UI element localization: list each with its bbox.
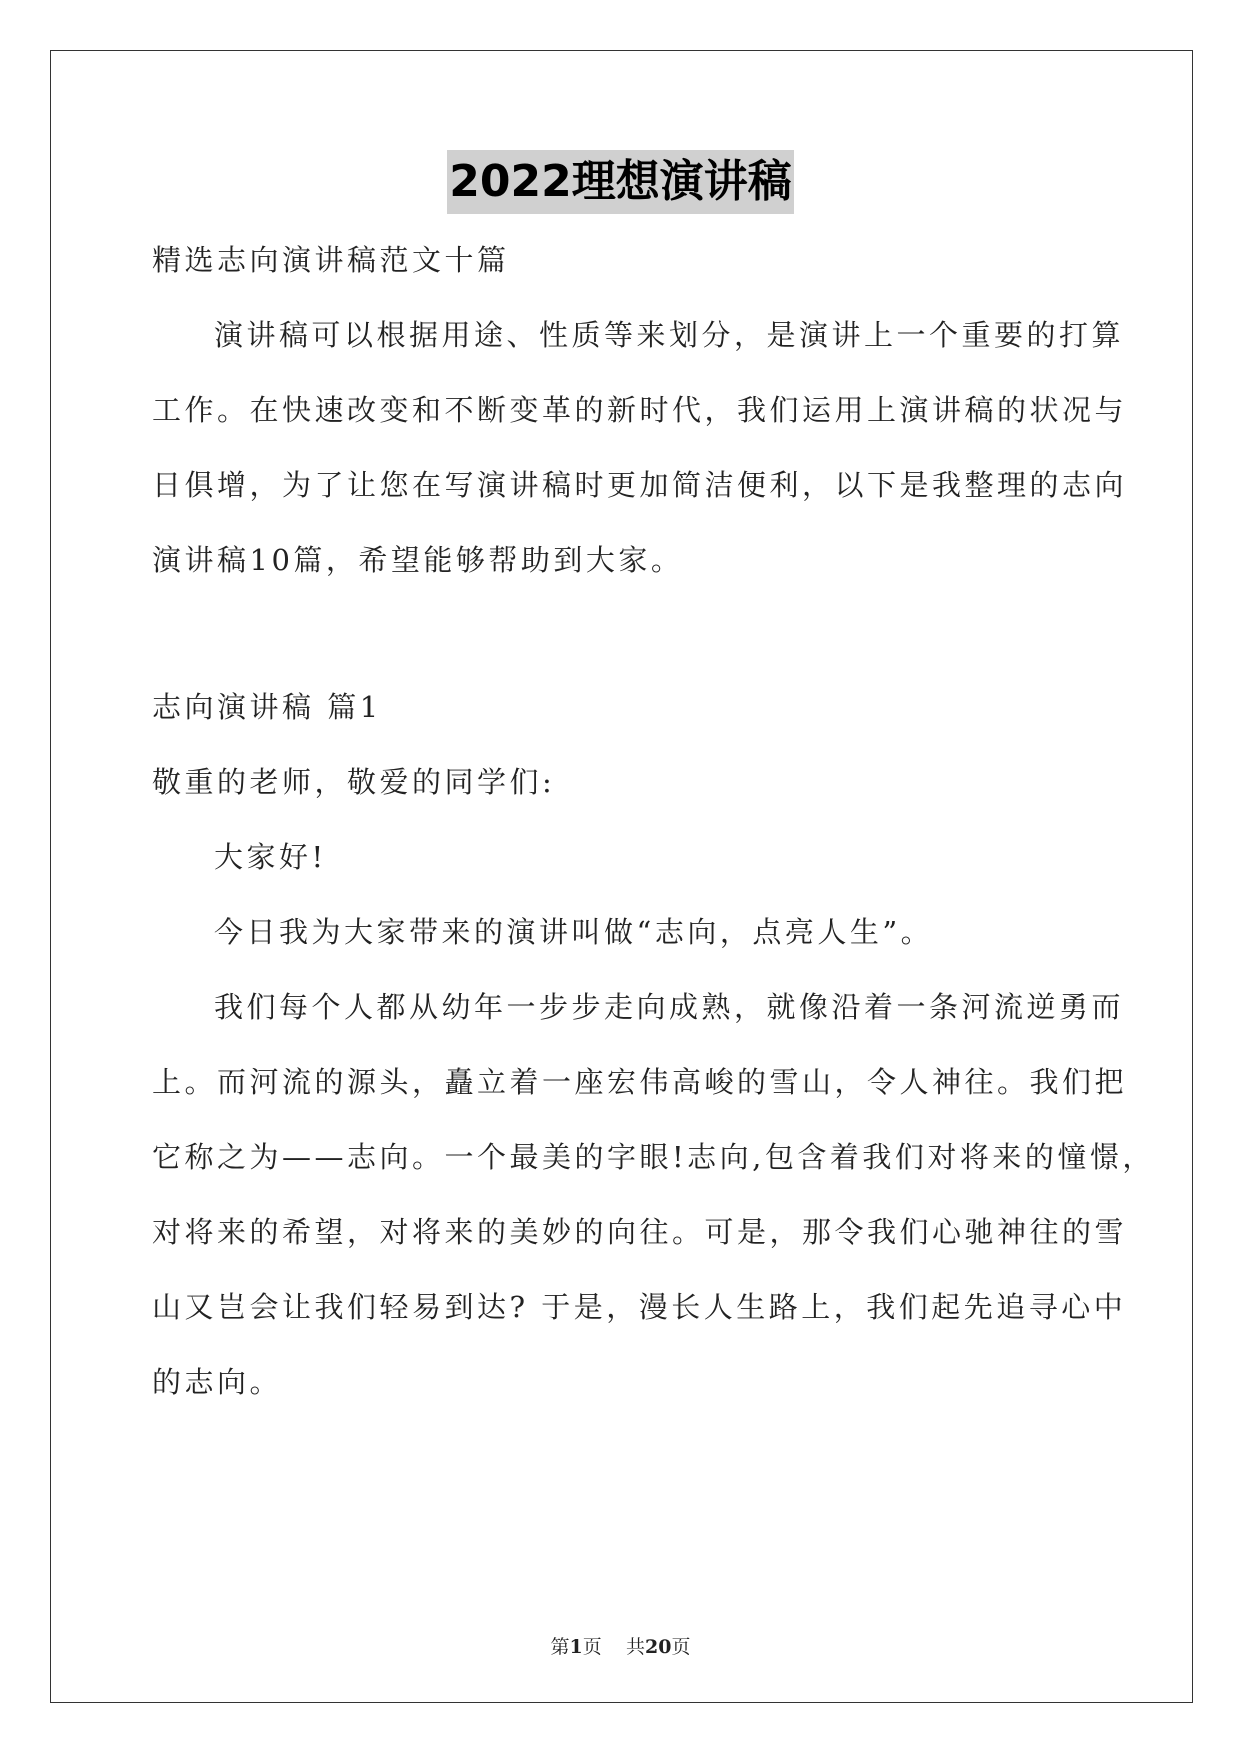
document-title: 2022理想演讲稿: [447, 150, 793, 214]
subtitle-line: 精选志向演讲稿范文十篇: [152, 243, 510, 277]
page-suffix: 页: [582, 1636, 602, 1658]
paragraph-line: 工作。在快速改变和不断变革的新时代，我们运用上演讲稿的状况与: [152, 393, 1128, 427]
paragraph-line: 日俱增，为了让您在写演讲稿时更加简洁便利，以下是我整理的志向: [152, 468, 1128, 502]
paragraph-line: 对将来的希望，对将来的美妙的向往。可是，那令我们心驰神往的雪: [152, 1215, 1128, 1249]
paragraph-line: 山又岂会让我们轻易到达? 于是，漫长人生路上，我们起先追寻心中: [152, 1290, 1127, 1324]
total-suffix: 页: [671, 1636, 691, 1658]
page-footer: [0, 1632, 1241, 1659]
paragraph-line: 演讲稿10篇，希望能够帮助到大家。: [152, 543, 684, 577]
paragraph-line: 它称之为——志向。一个最美的字眼!志向,包含着我们对将来的憧憬，: [152, 1140, 1155, 1174]
greeting-line: 大家好!: [214, 840, 327, 874]
paragraph-line: 上。而河流的源头，矗立着一座宏伟高峻的雪山，令人神往。我们把: [152, 1065, 1128, 1099]
page-prefix: 第: [550, 1636, 570, 1658]
page-border: [50, 50, 1193, 1703]
total-pages: 20: [644, 1636, 672, 1658]
paragraph-line: 演讲稿可以根据用途、性质等来划分，是演讲上一个重要的打算: [214, 318, 1125, 352]
page-number: 1: [569, 1636, 583, 1658]
total-prefix: 共: [625, 1636, 645, 1658]
title-container: [0, 150, 1241, 214]
paragraph-line: 我们每个人都从幼年一步步走向成熟，就像沿着一条河流逆勇而: [214, 990, 1125, 1024]
section-heading: 志向演讲稿 篇1: [152, 690, 382, 724]
salutation-line: 敬重的老师，敬爱的同学们:: [152, 765, 556, 799]
paragraph-line: 今日我为大家带来的演讲叫做“志向，点亮人生”。: [214, 915, 934, 949]
paragraph-line: 的志向。: [152, 1365, 283, 1399]
